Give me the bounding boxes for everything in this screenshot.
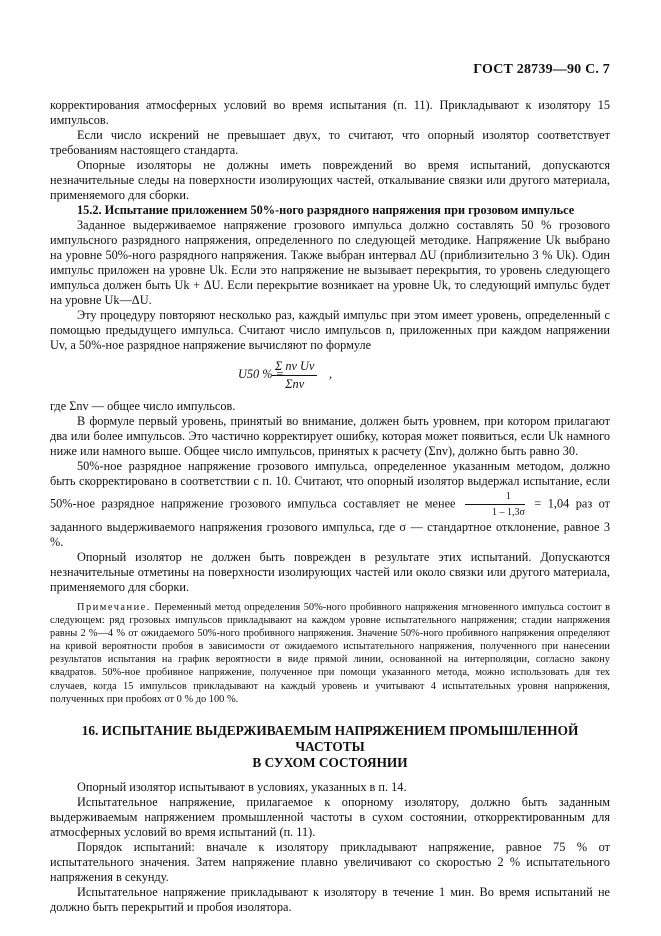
- paragraph: Эту процедуру повторяют несколько раз, каждый импульс при этом имеет уровень, определенный с помощью предыдущего импульса. Считают число импульсов n, приложенных при каждом напряжении Uv, а 50%-ное разрядное напряжение вычисляют по формуле: [50, 308, 610, 352]
- note-label: Примечание.: [77, 602, 151, 613]
- p5-before: 50%-ное разрядное напряжение грозового импульса, определенное указанным методом, должно быть скорректировано в соответствии с п. 10. Считают, что опорный изолятор выдержал испытание, если 50%-ное разрядное напряжение грозового импульса составляет не менее: [50, 459, 610, 511]
- paragraph: Опорные изоляторы не должны иметь повреждений во время испытаний, допускаются незначительные следы на поверхности изолирующих частей, откалывание связки или другого материала, применяемого для сборки.: [50, 158, 610, 202]
- paragraph: где Σnv — общее число импульсов.: [50, 399, 236, 413]
- formula-fraction: [272, 359, 317, 392]
- paragraph: Опорный изолятор не должен быть поврежден в результате этих испытаний. Допускаются незначительные отметины на поверхности изолирующих частей или около связки или другого материала, применяемого для сборки.: [50, 550, 610, 594]
- note-text: Переменный метод определения 50%-ного пробивного напряжения мгновенного импульса состоит в следующем: ряд грозовых импульсов прикладывают на каждом уровне испытательного напряжения; стадии напряжения равны 2 %—4 % от ожидаемого 50%-ного пробивного напряжения. Значение 50%-ного пробивного напряжения определяют на кривой вероятности пробоя в зависимости от ожидаемого испытательного напряжения, полученного при нанесении результатов испытания на график вероятности в виде прямой линии, основанной на интерполяции, согласно закону квадратов. 50%-ное пробивное напряжение, полученное при помощи указанного метода, можно использовать для тех случаев, когда 15 импульсов прикладывают на каждый уровень и учитывают 4 испытательных уровня напряжения, полученных при пробоях от 0 % до 100 %.: [50, 602, 610, 705]
- inequality-numerator: 1: [465, 489, 525, 505]
- section-heading-16: [50, 723, 610, 771]
- formula-u50: [50, 359, 610, 393]
- paragraph: Опорный изолятор испытывают в условиях, указанных в п. 14.: [77, 779, 407, 794]
- paragraph: корректирования атмосферных условий во время испытания (п. 11). Прикладывают к изолятору 15 импульсов.: [50, 98, 610, 127]
- inequality-denominator: 1 – 1,3σ: [491, 507, 525, 518]
- formula-denominator: Σnv: [285, 377, 305, 391]
- p5-after: = 1,04 раз от заданного выдерживаемого напряжения грозового импульса, где σ — стандартное отклонение, равное 3 %.: [50, 496, 610, 549]
- paragraph: Порядок испытаний: вначале к изолятору прикладывают напряжение, равное 75 % от испытательного значения. Затем напряжение плавно увеличивают со скоростью 2 % испытательного напряжения в секунду.: [50, 839, 610, 884]
- paragraph-with-inequality: [50, 459, 610, 550]
- paragraph: Заданное выдерживаемое напряжение грозового импульса должно составлять 50 % грозового импульсного разрядного напряжения, определенного по следующей методике. Напряжение Uk выбрано на уровне 50%-ного разрядного напряжения. Также выбран интервал ΔU (приблизительно 3 % Uk). Один импульс приложен на уровне Uk. Если это напряжение не вызывает перекрытия, то уровень следующего импульса должен быть Uk + ΔU. Если перекрытие возникает на уровне Uk, то следующий импульс будет на уровне Uk—ΔU.: [50, 218, 610, 307]
- paragraph: Испытательное напряжение прикладывают к изолятору в течение 1 мин. Во время испытаний не должно быть перекрытий и пробоя изолятора.: [50, 884, 610, 914]
- formula-lhs: U50 % =: [238, 367, 284, 381]
- inequality-fraction: [465, 489, 525, 520]
- paragraph: В формуле первый уровень, принятый во внимание, должен быть уровнем, при котором прилагают два или более импульсов. Это частично корректирует ошибку, которая может появиться, если Uk намного ниже или намного выше. Общее число импульсов, принятых к расчету (Σnv), должно быть равно 30.: [50, 414, 610, 458]
- section-heading-16-line2: В СУХОМ СОСТОЯНИИ: [252, 754, 408, 770]
- paragraph: Испытательное напряжение, прилагаемое к опорному изолятору, должно быть заданным выдерживаемым напряжением промышленной частоты в сухом состоянии, откорректированным для атмосферных условий во время испытаний (п. 11).: [50, 794, 610, 839]
- section-heading-16-line1: 16. ИСПЫТАНИЕ ВЫДЕРЖИВАЕМЫМ НАПРЯЖЕНИЕМ ПРОМЫШЛЕННОЙ ЧАСТОТЫ: [81, 722, 579, 754]
- paragraph: Если число искрений не превышает двух, то считают, что опорный изолятор соответствует требованиям настоящего стандарта.: [50, 128, 610, 157]
- formula-tail: ,: [329, 367, 333, 381]
- note: [50, 601, 610, 706]
- formula-numerator: Σ nv Uv: [272, 359, 317, 376]
- page-body: [50, 98, 610, 915]
- subsection-heading-15-2: 15.2. Испытание приложением 50%-ного разрядного напряжения при грозовом импульсе: [77, 203, 575, 217]
- page-header: ГОСТ 28739—90 С. 7: [473, 62, 610, 77]
